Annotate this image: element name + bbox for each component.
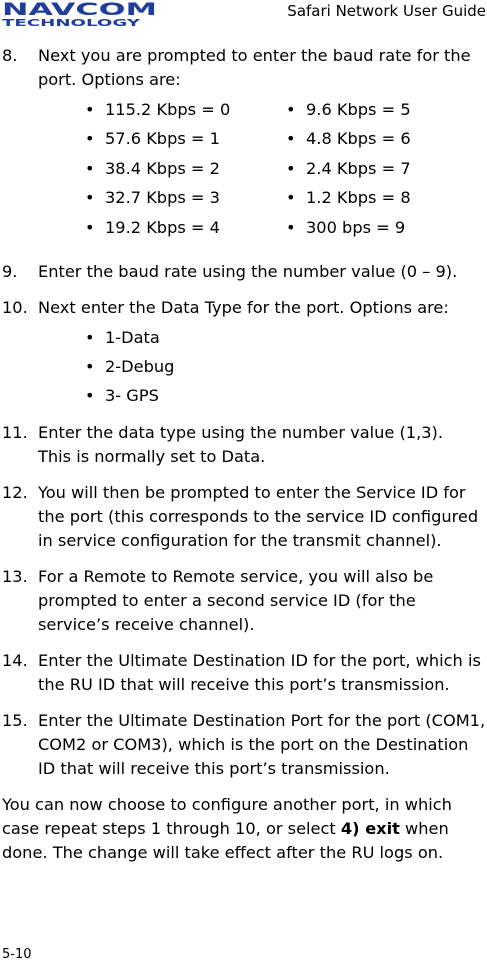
bullet-icon: • xyxy=(85,129,95,149)
step-number: 10. xyxy=(2,298,28,317)
baud-option: • 32.7 Kbps = 3 xyxy=(85,186,230,215)
page-content xyxy=(2,44,487,865)
bullet-icon: • xyxy=(286,100,296,119)
baud-option: • 9.6 Kbps = 5 xyxy=(286,98,411,127)
bullet-icon: • xyxy=(286,188,296,208)
baud-option: • 38.4 Kbps = 2 xyxy=(85,157,230,186)
step-number: 11. xyxy=(2,423,28,442)
step-14 xyxy=(2,649,487,697)
step-text: For a Remote to Remote service, you will also be prompted to enter a second service ID (for the service’s receive channel). xyxy=(38,567,434,634)
data-type-option: • 3- GPS xyxy=(85,384,487,413)
step-text: Next enter the Data Type for the port. Options are: xyxy=(38,298,449,317)
page-number: 5-10 xyxy=(2,947,32,962)
step-text: Next you are prompted to enter the baud rate for the port. Options are: xyxy=(38,46,471,89)
baud-option: • 115.2 Kbps = 0 xyxy=(85,98,230,127)
data-type-option: • 2-Debug xyxy=(85,355,487,384)
baud-option: • 2.4 Kbps = 7 xyxy=(286,157,411,186)
step-13 xyxy=(2,565,487,637)
bullet-icon: • xyxy=(85,158,95,178)
data-type-option: • 1-Data xyxy=(85,326,487,355)
bullet-icon: • xyxy=(286,217,296,237)
step-number: 13. xyxy=(2,567,28,586)
baud-rate-column-left xyxy=(85,98,230,245)
bullet-icon: • xyxy=(85,357,95,376)
step-number: 9. xyxy=(2,262,18,281)
bullet-icon: • xyxy=(85,100,95,119)
step-text-note: This is normally set to Data. xyxy=(38,447,266,466)
document-title: Safari Network User Guide xyxy=(287,2,486,20)
bullet-icon: • xyxy=(85,328,95,347)
step-number: 14. xyxy=(2,651,28,670)
baud-option: • 300 bps = 9 xyxy=(286,216,411,245)
step-8 xyxy=(2,44,487,92)
step-number: 12. xyxy=(2,483,28,502)
baud-option: • 57.6 Kbps = 1 xyxy=(85,127,230,156)
step-number: 15. xyxy=(2,711,28,730)
bullet-icon: • xyxy=(85,386,95,405)
closing-paragraph: You can now choose to configure another port, in which case repeat steps 1 through 10, or select 4) exit when done. The change will take effect after the RU logs on. xyxy=(2,795,452,862)
navcom-technology-logo xyxy=(0,0,160,28)
step-15 xyxy=(2,709,487,781)
bullet-icon: • xyxy=(286,158,296,178)
step-11 xyxy=(2,421,487,469)
baud-option: • 4.8 Kbps = 6 xyxy=(286,127,411,156)
baud-option: • 19.2 Kbps = 4 xyxy=(85,216,230,245)
step-9 xyxy=(2,260,487,284)
bullet-icon: • xyxy=(85,217,95,237)
step-text: Enter the data type using the number value (1,3). xyxy=(38,423,444,442)
step-text: Enter the Ultimate Destination Port for the port (COM1, COM2 or COM3), which is the port on the Destination ID that will receive this port’s transmission. xyxy=(38,711,486,778)
step-12 xyxy=(2,481,487,553)
baud-option: • 1.2 Kbps = 8 xyxy=(286,186,411,215)
bullet-icon: • xyxy=(286,129,296,149)
baud-rate-options xyxy=(2,98,487,252)
step-text: Enter the baud rate using the number value (0 – 9). xyxy=(38,262,458,281)
baud-rate-column-right xyxy=(286,98,411,245)
svg-text:NAVCOM: NAVCOM xyxy=(2,0,157,19)
data-type-options xyxy=(85,326,487,413)
step-text: Enter the Ultimate Destination ID for the port, which is the RU ID that will receive this port’s transmission. xyxy=(38,651,481,694)
step-number: 8. xyxy=(2,46,18,65)
step-text: You will then be prompted to enter the Service ID for the port (this corresponds to the service ID configured in service configuration for the transmit channel). xyxy=(38,483,479,550)
svg-text:TECHNOLOGY: TECHNOLOGY xyxy=(2,18,142,28)
step-10 xyxy=(2,296,487,320)
exit-option: 4) exit xyxy=(340,819,400,838)
bullet-icon: • xyxy=(85,188,95,208)
